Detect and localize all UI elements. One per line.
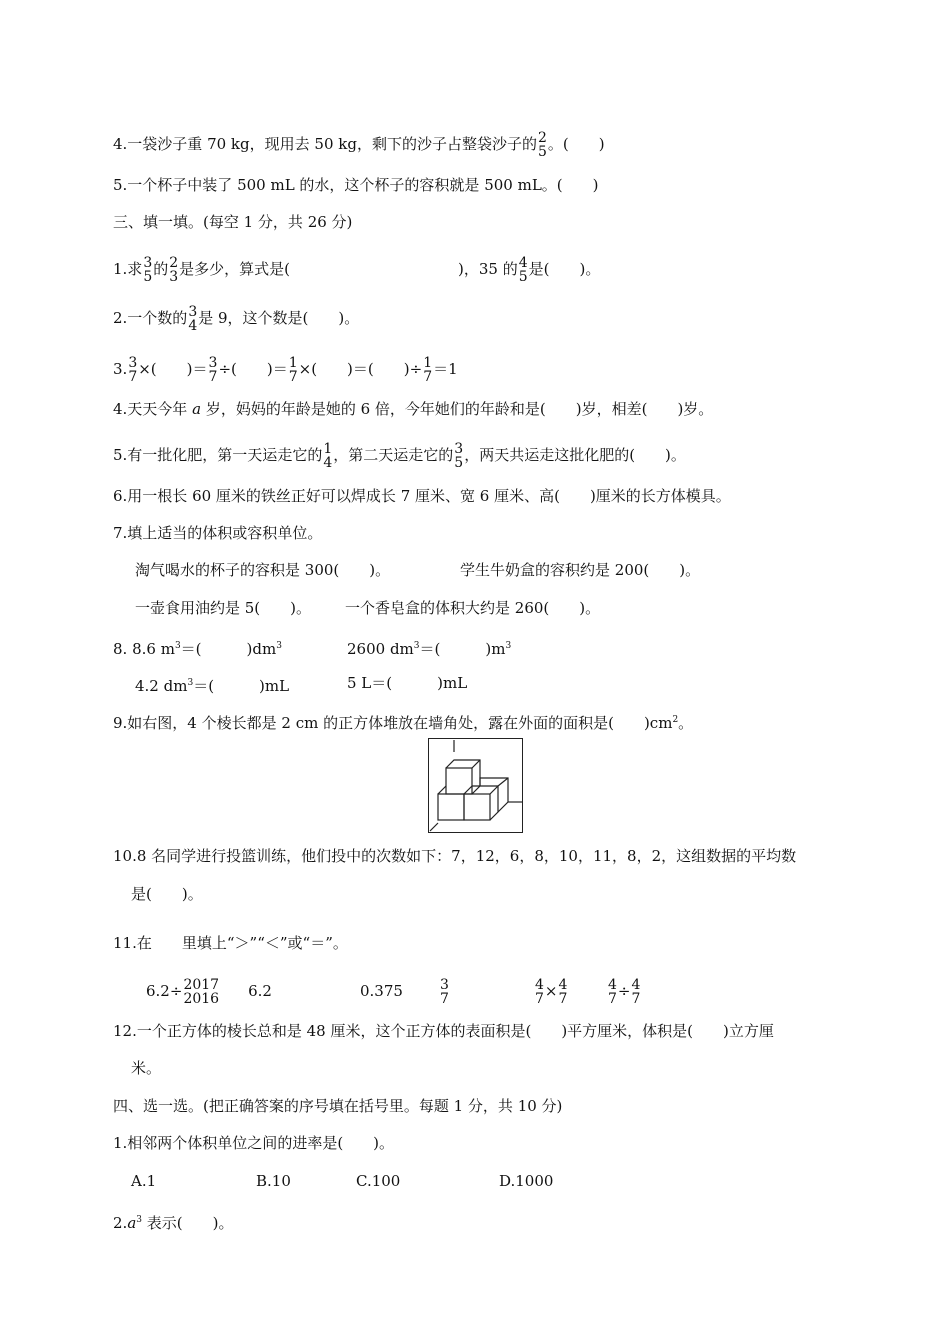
fill-q7b: 学生牛奶盒的容积约是 200( )。 (460, 561, 701, 579)
section-heading-choose: 四、选一选。(把正确答案的序号填在括号里。每题 1 分，共 10 分) (113, 1097, 563, 1115)
choose-q1: 1.相邻两个体积单位之间的进率是( )。 (113, 1134, 395, 1152)
section-heading-fill: 三、填一填。(每空 1 分，共 26 分) (113, 213, 353, 231)
compare-item-1: 6.2÷ 2017 2016 6.2 (146, 977, 272, 1007)
fill-q3: 3. 3 7 ×( )＝ 3 7 ÷( )＝ 1 7 ×( )＝( )÷ 1 7 ＝1 (113, 355, 458, 385)
fill-q4: 4.天天今年 a 岁，妈妈的年龄是她的 6 倍，今年她们的年龄和是( )岁，相差( )岁。 (113, 400, 714, 418)
fill-q12-line2: 米。 (131, 1059, 162, 1077)
cube-corner-figure (428, 738, 523, 833)
fill-q6: 6.用一根长 60 厘米的铁丝正好可以焊成长 7 厘米、宽 6 厘米、高( )厘米的长方体模具。 (113, 487, 731, 505)
choose-q1-option-d: D.1000 (499, 1172, 554, 1190)
fill-q7c: 一壶食用油约是 5( )。 (135, 599, 312, 617)
judge-q5: 5.一个杯子中装了 500 mL 的水，这个杯子的容积就是 500 mL。( ) (113, 176, 599, 194)
choose-q1-option-c: C.100 (356, 1172, 401, 1190)
fill-q7a: 淘气喝水的杯子的容积是 300( )。 (135, 561, 391, 579)
choose-q1-option-b: B.10 (256, 1172, 291, 1190)
fill-q7: 7.填上适当的体积或容积单位。 (113, 524, 323, 542)
fraction: 2 5 (537, 130, 547, 160)
fill-q10-line1: 10.8 名同学进行投篮训练，他们投中的次数如下：7，12，6，8，10，11，8，2，这组数据的平均数 (113, 847, 797, 865)
compare-item-2: 0.375 3 7 (360, 977, 449, 1007)
choose-q2: $2.a^3$ 表示( )。 (113, 1214, 234, 1232)
compare-item-4: 4 7 ÷ 4 7 (608, 977, 641, 1007)
fill-q12-line1: 12.一个正方体的棱长总和是 48 厘米，这个正方体的表面积是( )平方厘米，体积是( )立方厘 (113, 1022, 774, 1040)
fill-q8a: 8. 8.6 $m^3=$( )$dm^3$ (113, 640, 282, 658)
fill-q5: 5.有一批化肥，第一天运走它的 1 4 ，第二天运走它的 3 5 ，两天共运走这批化肥的( )。 (113, 441, 686, 471)
judge-q4: 4.一袋沙子重 70 kg，现用去 50 kg，剩下的沙子占整袋沙子的 2 5 。( ) (113, 130, 605, 160)
fill-q9: 9.如右图，4 个棱长都是 2 cm 的正方体堆放在墙角处，露在外面的面积是( )$cm^2$。 (113, 714, 694, 732)
fill-q10-line2: 是( )。 (131, 885, 203, 903)
fill-q2: 2.一个数的 3 4 是 9，这个数是( )。 (113, 304, 360, 334)
fill-q1: 1.求 3 5 的 2 3 是多少，算式是( )，35 的 4 5 是( )。 (113, 255, 601, 285)
choose-q1-option-a: A.1 (131, 1172, 157, 1190)
fill-q11: 11.在 里填上“＞”“＜”或“＝”。 (113, 934, 348, 952)
fill-q7d: 一个香皂盒的体积大约是 260( )。 (345, 599, 601, 617)
fill-q8b: 2600 $dm^3=$( )$m^3$ (347, 640, 512, 658)
compare-item-3: 4 7 × 4 7 (535, 977, 568, 1007)
fill-q8c: 4.2 $dm^3=$( )mL (135, 677, 290, 695)
fill-q8d: 5 L＝( )mL (347, 674, 468, 692)
